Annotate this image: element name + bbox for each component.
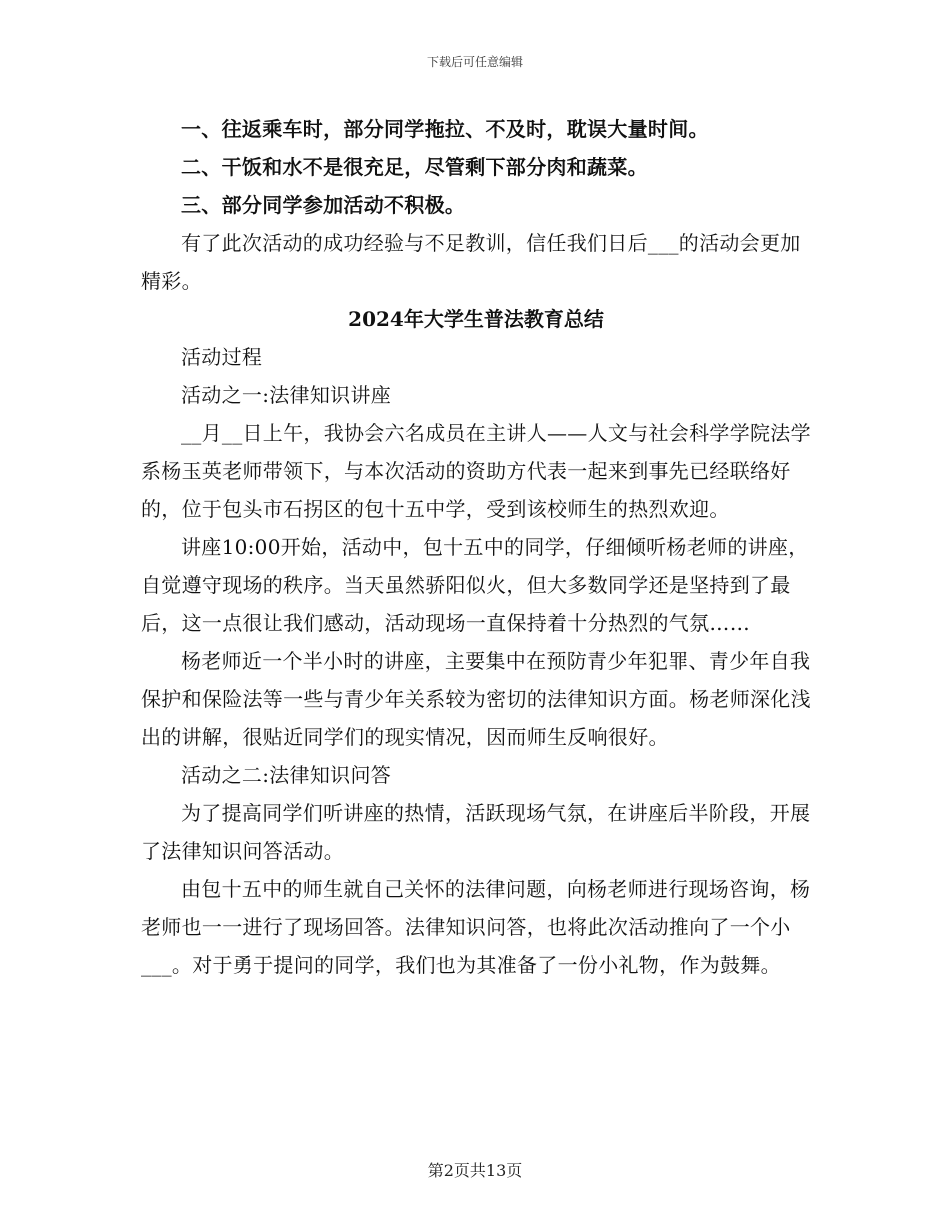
subheading-process: 活动过程	[181, 345, 263, 369]
subheading-activity-1: 活动之一:法律知识讲座	[181, 383, 392, 407]
page-footer: 第2页共13页	[427, 1161, 523, 1180]
body-paragraph: 杨老师近一个半小时的讲座，主要集中在预防青少年犯罪、青少年自我保护和保险法等一些与青少年关系较为密切的法律知识方面。杨老师深化浅出的讲解，很贴近同学们的现实情况，因而师生反响很好。	[141, 649, 811, 749]
body-paragraph: 讲座10:00开始，活动中，包十五中的同学，仔细倾听杨老师的讲座，自觉遵守现场的秩序。当天虽然骄阳似火，但大多数同学还是坚持到了最后，这一点很让我们感动，活动现场一直保持着十分热烈的气氛……	[141, 535, 809, 635]
body-paragraph: 由包十五中的师生就自己关怀的法律问题，向杨老师进行现场咨询，杨老师也一一进行了现场回答。法律知识问答，也将此次活动推向了一个小___。对于勇于提问的同学，我们也为其准备了一份小礼物，作为鼓舞。	[141, 877, 811, 977]
closing-paragraph: 有了此次活动的成功经验与不足教训，信任我们日后___的活动会更加精彩。	[141, 231, 801, 293]
body-paragraph: __月__日上午，我协会六名成员在主讲人——人文与社会科学学院法学系杨玉英老师带领下，与本次活动的资助方代表一起来到事先已经联络好的，位于包头市石拐区的包十五中学，受到该校师生的热烈欢迎。	[141, 421, 811, 521]
page-header: 下载后可任意编辑	[426, 55, 523, 69]
subheading-activity-2: 活动之二:法律知识问答	[181, 763, 392, 787]
summary-point-1: 一、往返乘车时，部分同学拖拉、不及时，耽误大量时间。	[181, 117, 709, 141]
document-body	[141, 110, 811, 984]
summary-point-2: 二、干饭和水不是很充足，尽管剩下部分肉和蔬菜。	[181, 155, 648, 179]
body-paragraph: 为了提高同学们听讲座的热情，活跃现场气氛，在讲座后半阶段，开展了法律知识问答活动。	[141, 801, 811, 863]
section-title: 2024年大学生普法教育总结	[348, 307, 604, 331]
summary-point-3: 三、部分同学参加活动不积极。	[181, 193, 466, 217]
